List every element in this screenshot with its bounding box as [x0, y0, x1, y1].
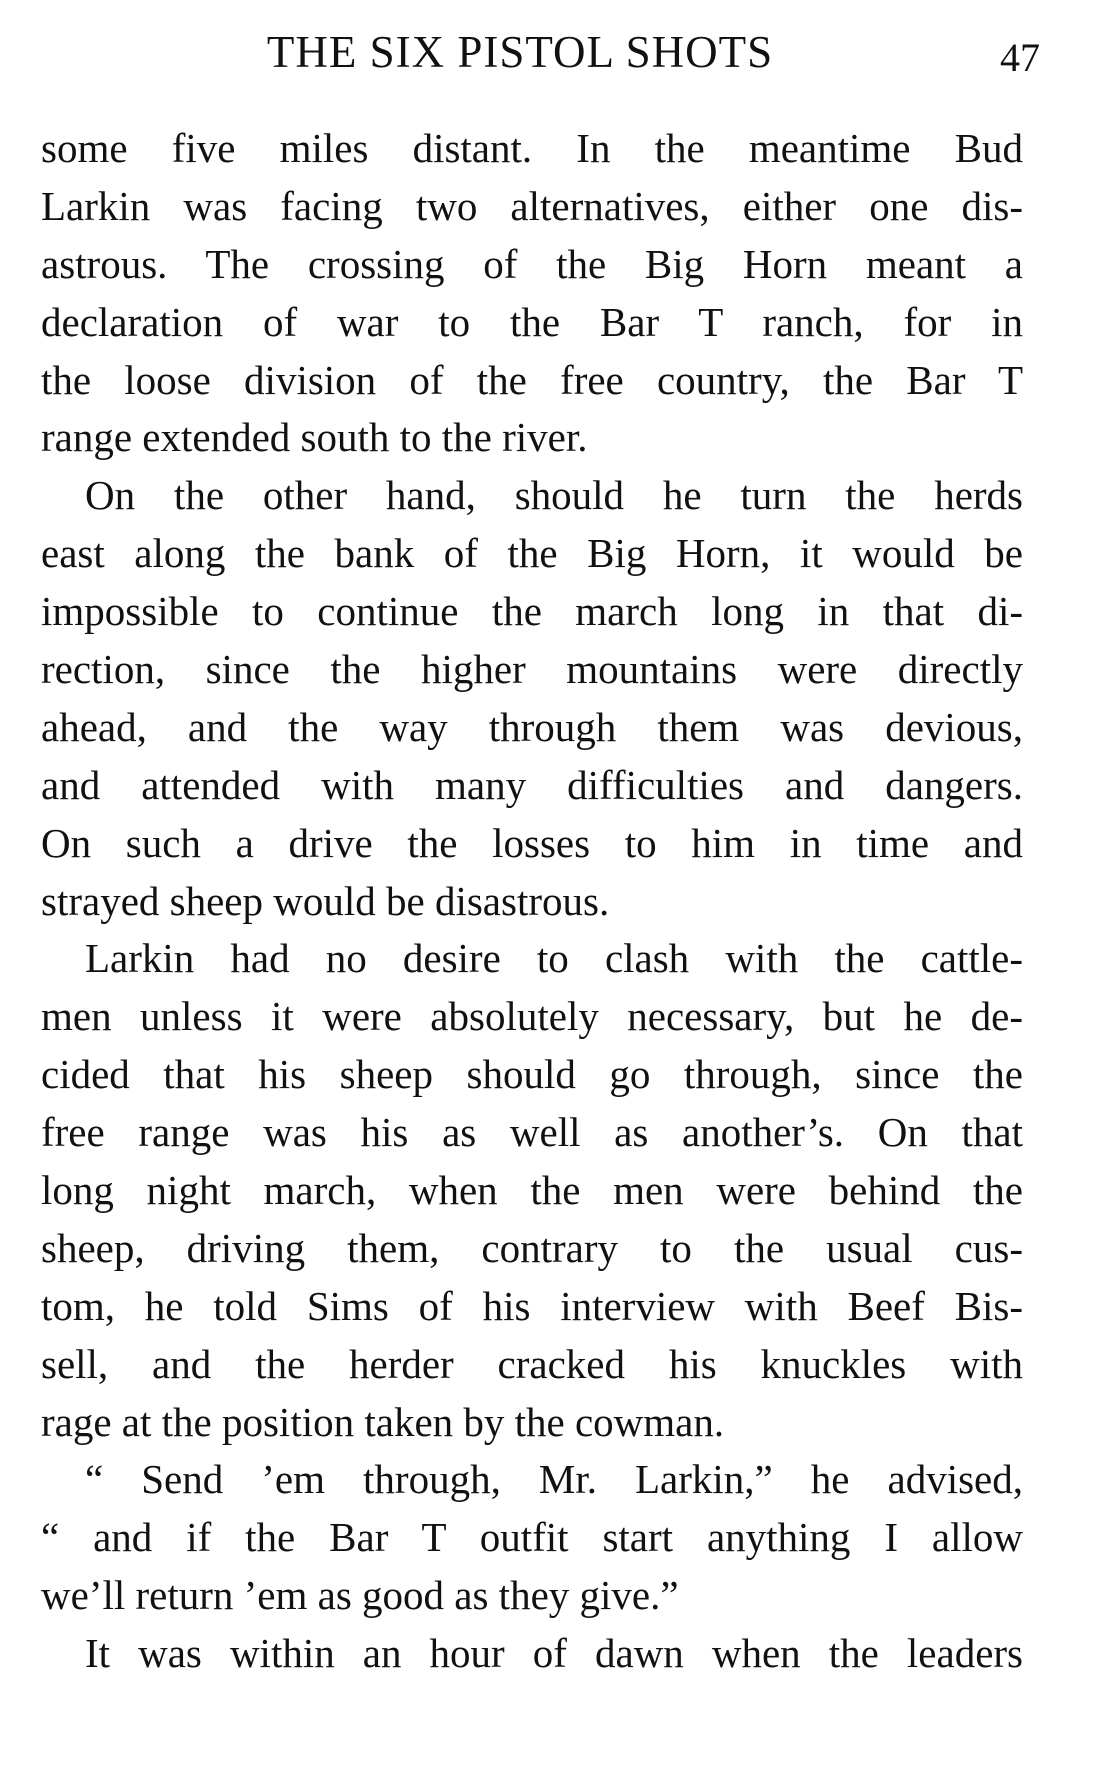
text-line: and attended with many difficulties and dangers. — [41, 761, 1023, 808]
text-line: impossible to continue the march long in that di- — [41, 588, 1023, 635]
body-text — [41, 120, 1023, 1683]
text-line: “ and if the Bar T outfit start anything I allow — [41, 1514, 1023, 1561]
text-line: men unless it were absolutely necessary, but he de- — [41, 993, 1023, 1040]
text-line: On the other hand, should he turn the herds — [85, 472, 1023, 519]
text-line: Larkin was facing two alternatives, either one dis- — [41, 182, 1023, 229]
text-line: rection, since the higher mountains were directly — [41, 646, 1023, 693]
running-title: THE SIX PISTOL SHOTS — [266, 27, 774, 77]
text-line: some five miles distant. In the meantime Bud — [41, 125, 1023, 171]
text-line: sheep, driving them, contrary to the usual cus- — [41, 1224, 1023, 1271]
text-line: tom, he told Sims of his interview with Beef Bis- — [41, 1282, 1023, 1329]
text-line: “ Send ’em through, Mr. Larkin,” he advised, — [85, 1456, 1023, 1503]
text-line: strayed sheep would be disastrous. — [41, 877, 610, 924]
page-number: 47 — [1000, 35, 1040, 80]
text-line: long night march, when the men were behind the — [41, 1167, 1023, 1214]
text-line: the loose division of the free country, the Bar T — [41, 356, 1023, 403]
text-line: range extended south to the river. — [41, 414, 588, 461]
text-line: we’ll return ’em as good as they give.” — [41, 1572, 679, 1619]
text-line: cided that his sheep should go through, since the — [41, 1051, 1023, 1098]
text-line: Larkin had no desire to clash with the cattle- — [85, 935, 1023, 982]
text-line: rage at the position taken by the cowman. — [41, 1398, 725, 1445]
text-line: ahead, and the way through them was devious, — [41, 703, 1023, 750]
text-line: declaration of war to the Bar T ranch, for in — [41, 298, 1023, 345]
text-line: sell, and the herder cracked his knuckles with — [41, 1340, 1023, 1387]
page-header — [40, 22, 1040, 82]
text-line: astrous. The crossing of the Big Horn meant a — [41, 240, 1023, 287]
text-line: free range was his as well as another’s. On that — [41, 1109, 1023, 1156]
text-line: On such a drive the losses to him in time and — [41, 819, 1023, 866]
text-line: east along the bank of the Big Horn, it would be — [41, 530, 1023, 577]
text-line: It was within an hour of dawn when the leaders — [85, 1630, 1023, 1677]
